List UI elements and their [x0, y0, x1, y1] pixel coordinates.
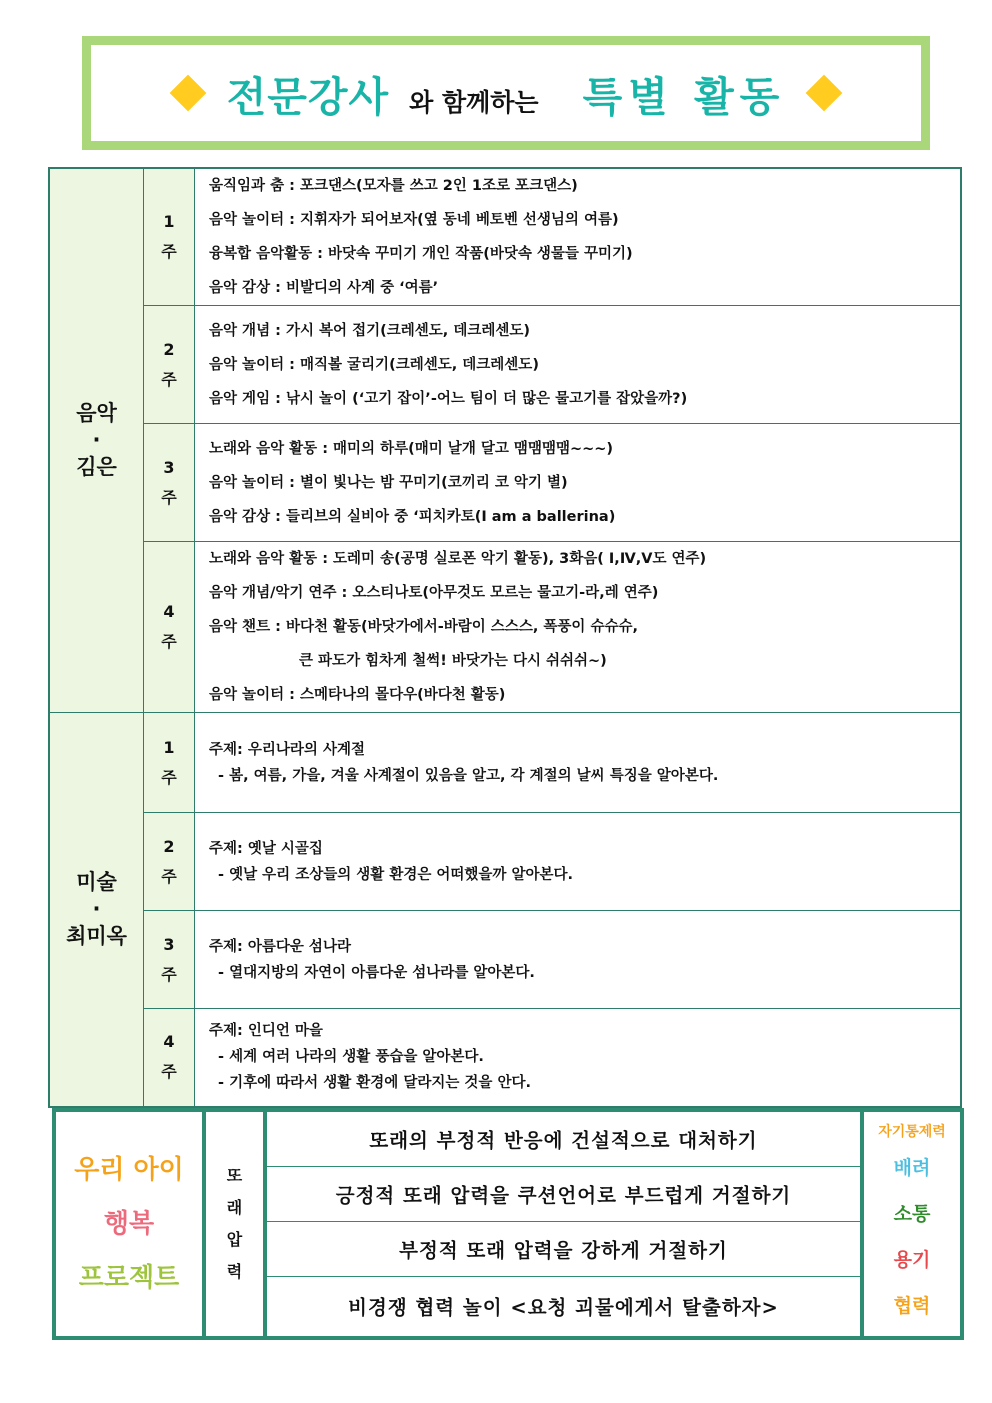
activity-line: 음악 감상 : 들리브의 실비아 중 ‘피치카토(I am a ballerina): [209, 508, 616, 525]
art-week-1-row: [49, 713, 961, 813]
music-week-2-label: [144, 306, 195, 424]
activity-line: 노래와 음악 활동 : 매미의 하루(매미 날개 달고 맴맴맴맴~~~): [209, 440, 614, 457]
title-banner: [82, 36, 930, 150]
project-name-line-2: 행복: [103, 1209, 155, 1239]
art-week-2-content: [195, 813, 962, 911]
music-week-2-row: [49, 306, 961, 424]
week-unit: 주: [161, 242, 177, 261]
music-week-3-label: [144, 424, 195, 542]
competency-cell: [864, 1112, 960, 1336]
competency-communication: 소통: [893, 1203, 931, 1225]
week-number: 1: [163, 212, 175, 231]
competency-cooperation: 협력: [893, 1295, 931, 1317]
art-teacher: 최미옥: [66, 923, 127, 948]
theme-line: 주제: 우리나라의 사계절: [209, 741, 365, 758]
music-week-2-content: [195, 306, 962, 424]
music-week-4-content: [195, 542, 962, 713]
activity-line: 큰 파도가 힘차게 철썩! 바닷가는 다시 쉬쉬쉬~): [299, 653, 607, 669]
week-unit: 주: [161, 487, 177, 507]
category-char: 래: [226, 1198, 243, 1217]
category-char: 압: [226, 1230, 243, 1249]
detail-line: - 기후에 따라서 생활 환경에 달라지는 것을 안다.: [218, 1075, 531, 1092]
week-unit: 주: [161, 632, 177, 651]
art-week-3-content: [195, 911, 962, 1009]
schedule-table: [48, 167, 962, 1108]
music-week-3-content: [195, 424, 962, 542]
art-week-4-row: [49, 1009, 961, 1107]
music-week-4-row: [49, 542, 961, 713]
project-name-cell: [56, 1112, 206, 1336]
art-week-1-content: [195, 713, 962, 813]
art-week-3-row: [49, 911, 961, 1009]
week-unit: 주: [161, 964, 177, 984]
competency-self-control: 자기통제력: [878, 1124, 946, 1140]
title-connector: 와 함께하는: [409, 87, 539, 117]
music-teacher: 김은: [76, 455, 117, 479]
music-week-1-content: [195, 168, 962, 306]
competency-consideration: 배려: [893, 1157, 931, 1179]
art-dot: ·: [92, 896, 101, 921]
detail-line: - 봄, 여름, 가을, 겨울 사계절이 있음을 알고, 각 계절의 날씨 특징을 알아본다.: [218, 767, 719, 784]
detail-line: - 옛날 우리 조상들의 생활 환경은 어떠했을까 알아본다.: [218, 866, 574, 883]
project-activity: 긍정적 또래 압력을 쿠션언어로 부드럽게 거절하기: [267, 1167, 860, 1222]
art-subject-cell: [49, 713, 144, 1107]
art-week-2-row: [49, 813, 961, 911]
diamond-left-icon: [169, 75, 206, 112]
music-subject: 음악: [76, 401, 117, 425]
theme-line: 주제: 아름다운 섬나라: [209, 938, 351, 955]
activity-line: 음악 감상 : 비발디의 사계 중 ‘여름’: [209, 280, 439, 296]
music-week-1-row: [49, 168, 961, 306]
project-category-cell: [206, 1112, 267, 1336]
activity-line: 음악 개념 : 가시 복어 접기(크레센도, 데크레센도): [209, 322, 530, 339]
music-subject-cell: [49, 168, 144, 713]
project-activity: 또래의 부정적 반응에 건설적으로 대처하기: [267, 1112, 860, 1167]
activity-line: 음악 놀이터 : 별이 빛나는 밤 꾸미기(코끼리 코 악기 별): [209, 474, 568, 491]
activity-line: 음악 게임 : 낚시 놀이 (‘고기 잡이’-어느 팀이 더 많은 물고기를 잡았을까?): [209, 390, 688, 407]
music-dot: ·: [92, 428, 101, 452]
category-char: 력: [226, 1262, 243, 1281]
activity-line: 움직임과 춤 : 포크댄스(모자를 쓰고 2인 1조로 포크댄스): [209, 178, 578, 194]
project-name-line-3: 프로젝트: [78, 1263, 180, 1293]
art-week-1-label: [144, 713, 195, 813]
project-activity: 비경쟁 협력 놀이 <요청 괴물에게서 탈출하자>: [348, 1296, 779, 1320]
week-number: 3: [163, 934, 175, 954]
activity-line: 음악 챈트 : 바다천 활동(바닷가에서-바람이 스스스, 폭풍이 슈슈슈,: [209, 619, 638, 635]
theme-line: 주제: 인디언 마을: [209, 1023, 323, 1040]
title-special: 특별 활동: [582, 72, 786, 121]
week-number: 4: [163, 1032, 175, 1052]
art-subject: 미술: [76, 869, 117, 894]
week-number: 2: [163, 339, 175, 359]
week-unit: 주: [161, 767, 177, 787]
activity-line: 융복합 음악활동 : 바닷속 꾸미기 개인 작품(바닷속 생물들 꾸미기): [209, 246, 633, 262]
week-unit: 주: [161, 866, 177, 886]
week-number: 3: [163, 457, 175, 477]
art-week-4-label: [144, 1009, 195, 1107]
music-week-1-label: [144, 168, 195, 306]
week-number: 4: [163, 602, 175, 621]
activity-line: 음악 개념/악기 연주 : 오스티나토(아무것도 모르는 물고기-라,레 연주): [209, 585, 659, 601]
title-main: 전문강사: [226, 72, 390, 121]
activity-line: 음악 놀이터 : 매직볼 굴리기(크레센도, 데크레센도): [209, 356, 539, 373]
project-activities: [267, 1112, 864, 1336]
art-week-3-label: [144, 911, 195, 1009]
week-unit: 주: [161, 1062, 177, 1082]
art-week-4-content: [195, 1009, 962, 1107]
music-week-3-row: [49, 424, 961, 542]
art-week-2-label: [144, 813, 195, 911]
week-number: 2: [163, 836, 175, 856]
detail-line: - 열대지방의 자연이 아름다운 섬나라를 알아본다.: [218, 964, 535, 981]
happiness-project-box: [52, 1108, 964, 1340]
diamond-right-icon: [806, 75, 843, 112]
category-char: 또: [226, 1166, 243, 1185]
theme-line: 주제: 옛날 시골집: [209, 840, 323, 857]
music-week-4-label: [144, 542, 195, 713]
activity-line: 노래와 음악 활동 : 도레미 송(공명 실로폰 악기 활동), 3화음( Ⅰ,Ⅳ,Ⅴ도 연주): [209, 551, 707, 567]
activity-line: 음악 놀이터 : 스메타나의 몰다우(바다천 활동): [209, 687, 506, 703]
title-row: [149, 64, 864, 123]
project-activity: 부정적 또래 압력을 강하게 거절하기: [267, 1222, 860, 1277]
activity-line: 음악 놀이터 : 지휘자가 되어보자(옆 동네 베토벤 선생님의 여름): [209, 212, 619, 228]
week-number: 1: [163, 737, 175, 757]
project-name-line-1: 우리 아이: [74, 1155, 184, 1185]
detail-line: - 세계 여러 나라의 생활 풍습을 알아본다.: [218, 1049, 484, 1066]
competency-courage: 용기: [893, 1249, 931, 1271]
week-unit: 주: [161, 369, 177, 389]
